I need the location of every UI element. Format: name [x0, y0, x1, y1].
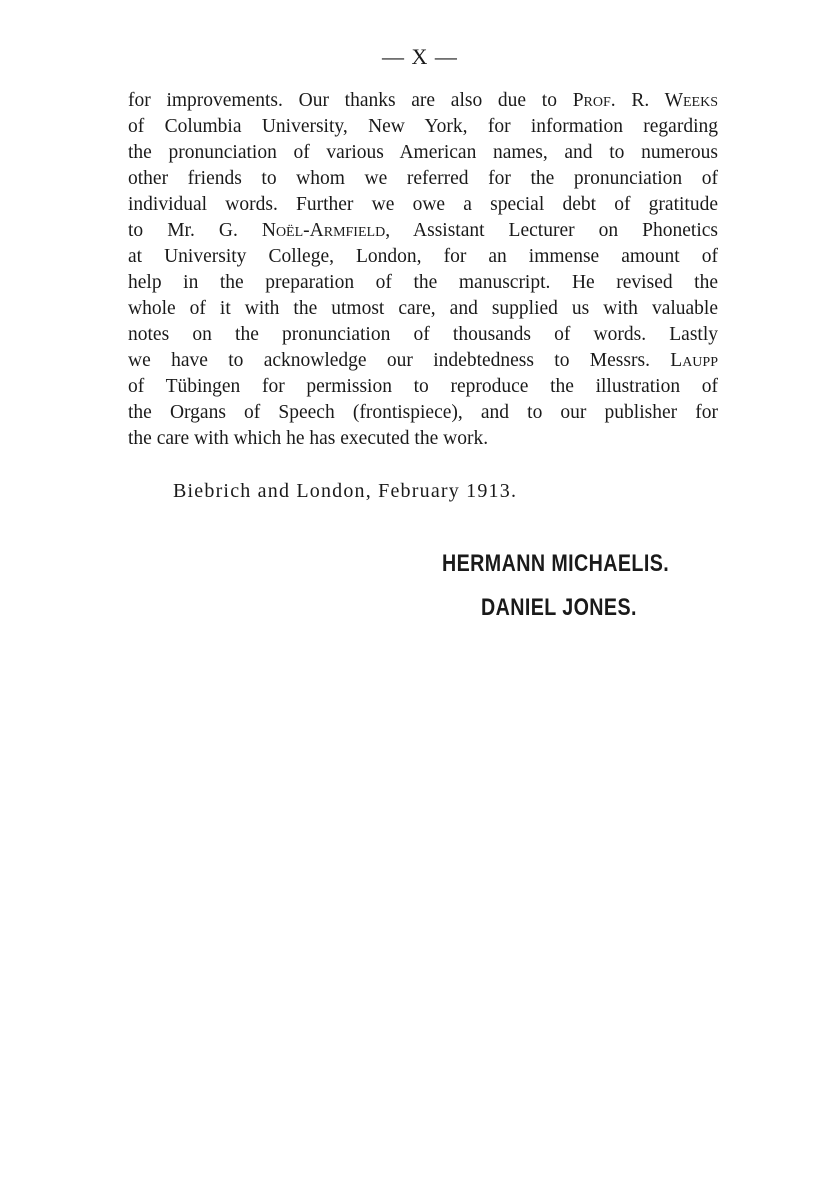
text-line: of Tübingen for permission to reproduce the illustration of [128, 376, 718, 397]
signature-michaelis: HERMANN MICHAELIS. [442, 550, 670, 577]
text-line: whole of it with the utmost care, and supplied us with valuable [128, 298, 718, 319]
text-line: help in the preparation of the manuscript. He revised the [128, 272, 718, 293]
text-line: at University College, London, for an immense amount of [128, 246, 718, 267]
text-line: individual words. Further we owe a special debt of gratitude [128, 194, 718, 215]
text-line: the care with which he has executed the work. [128, 428, 489, 449]
text-line: to Mr. G. Noël-Armfield, Assistant Lecturer on Phonetics [128, 220, 718, 241]
dateline: Biebrich and London, February 1913. [173, 480, 518, 502]
text-line: for improvements. Our thanks are also due to Prof. R. Weeks [128, 90, 719, 111]
text-line: the pronunciation of various American names, and to numerous [128, 142, 718, 163]
body-paragraph [128, 88, 718, 452]
text-line: notes on the pronunciation of thousands of words. Lastly [128, 324, 718, 345]
text-line: other friends to whom we referred for the pronunciation of [128, 168, 718, 189]
text-line: of Columbia University, New York, for information regarding [128, 116, 718, 137]
text-line: we have to acknowledge our indebtedness to Messrs. Laupp [128, 350, 718, 371]
signature-jones: DANIEL JONES. [481, 594, 637, 621]
text-line: the Organs of Speech (frontispiece), and to our publisher for [128, 402, 718, 423]
page-number: — X — [382, 44, 458, 69]
